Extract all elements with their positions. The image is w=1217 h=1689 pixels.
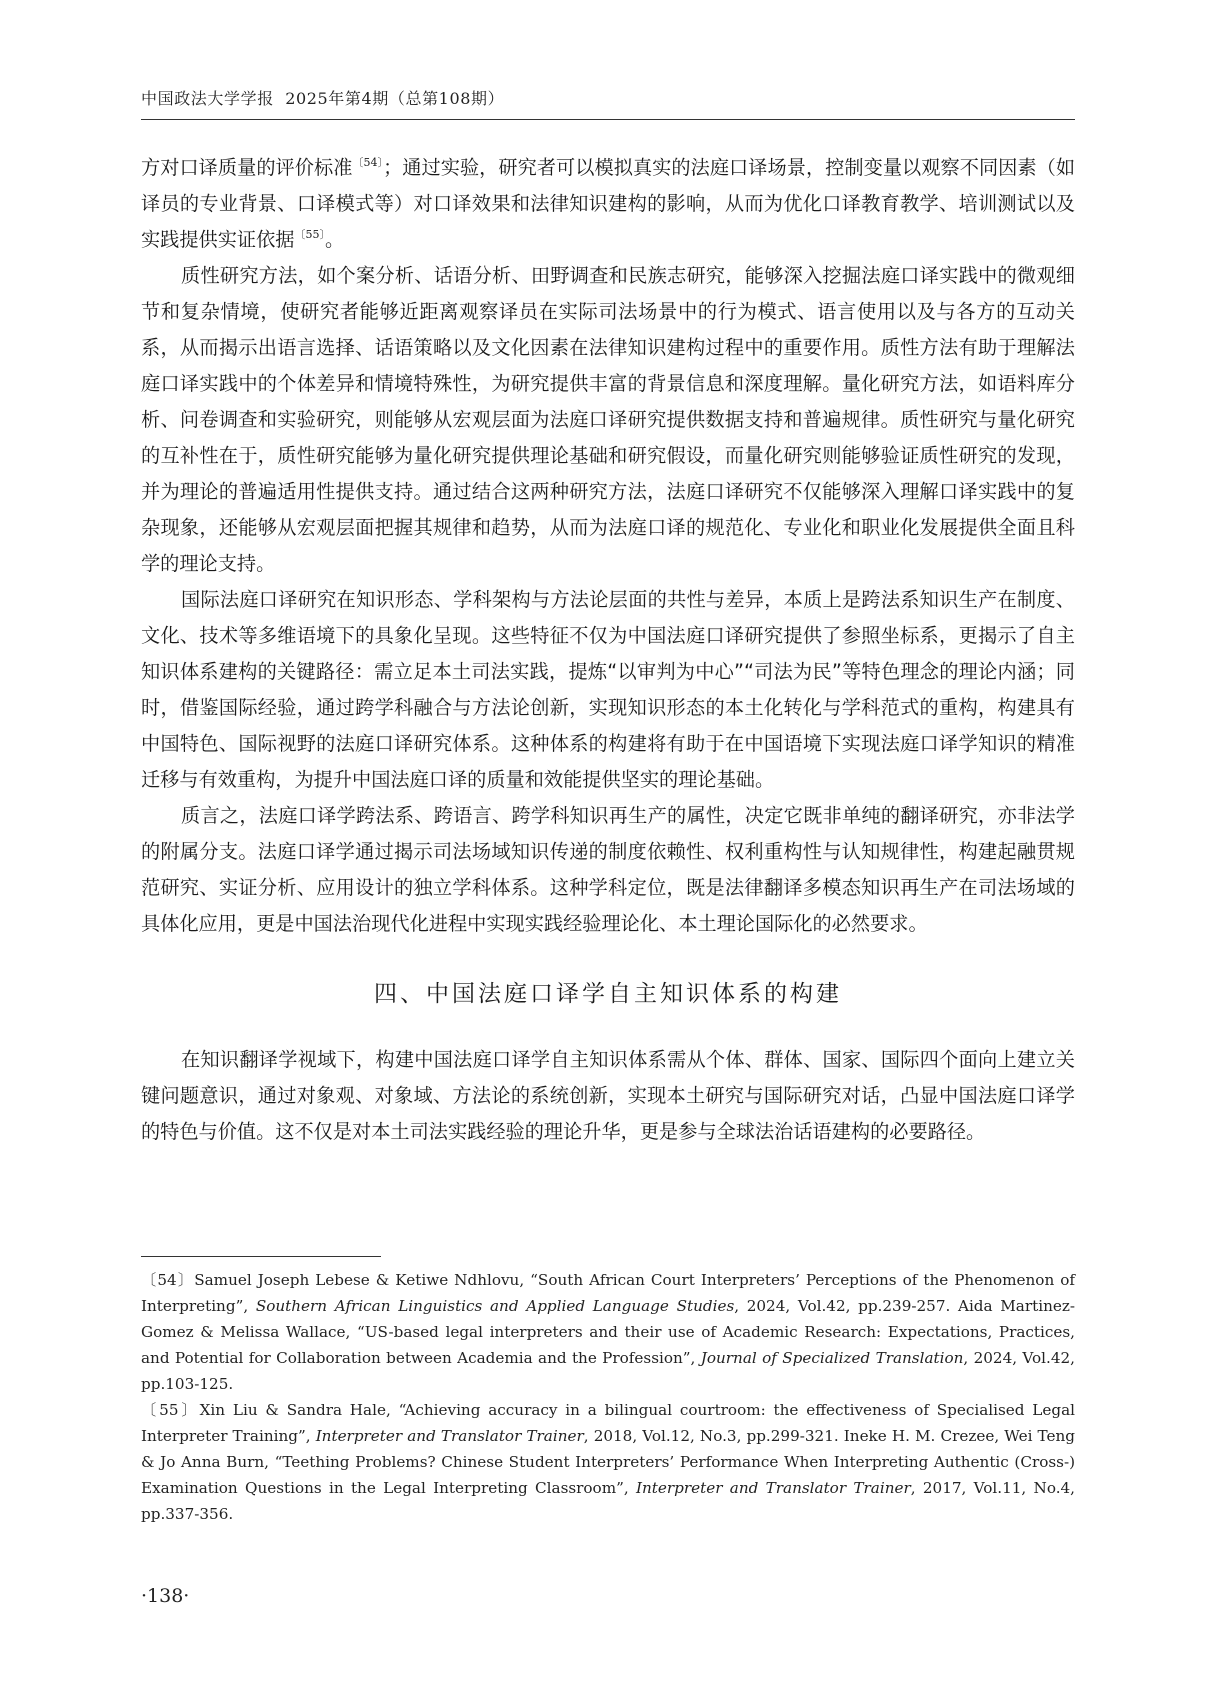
paragraph-1-text-a: 方对口译质量的评价标准 [141, 156, 353, 179]
citation-55[interactable]: 〔55〕 [294, 228, 325, 241]
fn55-text-a: 〔55〕Xin Liu & Sandra Hale, “Achieving accuracy in a bilingual courtroom: the effectiveness of Specialised Legal Interpreter Training”, [141, 1401, 1075, 1445]
fn54-text-b: , 2024, Vol.42, pp.239-257. Aida Martinez-Gomez & Melissa Wallace, “US-based legal interpreters and their use of Academic Research: Expectations, Practices, and Potential for Collaboration between Academia and the Profession”, [141, 1297, 1075, 1367]
footnotes [141, 1267, 1075, 1527]
footnote-55 [141, 1397, 1075, 1527]
issue-info: 2025年第4期（总第108期） [285, 89, 505, 108]
paragraph-1 [141, 150, 1075, 258]
footnote-rule [141, 1256, 381, 1257]
fn55-text-b: , 2018, Vol.12, No.3, pp.299-321. Ineke H. M. Crezee, Wei Teng & Jo Anna Burn, “Teething Problems? Chinese Student Interpreters’ Performance When Interpreting Authentic (Cross-) Examination Questions in the Legal Interpreting Classroom”, [141, 1427, 1076, 1497]
section-title: 四、中国法庭口译学自主知识体系的构建 [374, 981, 842, 1007]
body-text [141, 150, 1075, 1150]
running-header [141, 86, 1075, 109]
fn54-journal-b: Journal of Specialized Translation [700, 1349, 964, 1367]
page-number: ·138· [141, 1585, 190, 1607]
paragraph-1-text-b: ；通过实验，研究者可以模拟真实的法庭口译场景，控制变量以观察不同因素（如译员的专业背景、口译模式等）对口译效果和法律知识建构的影响，从而为优化口译教育教学、培训测试以及实践提供实证依据 [141, 156, 1076, 251]
citation-54[interactable]: 〔54〕 [352, 156, 384, 169]
fn54-journal-a: Southern African Linguistics and Applied Language Studies [255, 1297, 735, 1315]
paragraph-5: 在知识翻译学视域下，构建中国法庭口译学自主知识体系需从个体、群体、国家、国际四个面向上建立关键问题意识，通过对象观、对象域、方法论的系统创新，实现本土研究与国际研究对话，凸显中国法庭口译学的特色与价值。这不仅是对本土司法实践经验的理论升华，更是参与全球法治话语建构的必要路径。 [141, 1048, 1075, 1143]
fn55-text-c: , 2017, Vol.11, No.4, pp.337-356. [141, 1479, 1076, 1523]
paragraph-1-text-c: 。 [325, 228, 345, 251]
paragraph-3: 国际法庭口译研究在知识形态、学科架构与方法论层面的共性与差异，本质上是跨法系知识生产在制度、文化、技术等多维语境下的具象化呈现。这些特征不仅为中国法庭口译研究提供了参照坐标系，更揭示了自主知识体系建构的关键路径：需立足本土司法实践，提炼“以审判为中心”“司法为民”等特色理念的理论内涵；同时，借鉴国际经验，通过跨学科融合与方法论创新，实现知识形态的本土化转化与学科范式的重构，构建具有中国特色、国际视野的法庭口译研究体系。这种体系的构建将有助于在中国语境下实现法庭口译学知识的精准迁移与有效重构，为提升中国法庭口译的质量和效能提供坚实的理论基础。 [141, 588, 1075, 791]
paragraph-2: 质性研究方法，如个案分析、话语分析、田野调查和民族志研究，能够深入挖掘法庭口译实践中的微观细节和复杂情境，使研究者能够近距离观察译员在实际司法场景中的行为模式、语言使用以及与各方的互动关系，从而揭示出语言选择、话语策略以及文化因素在法律知识建构过程中的重要作用。质性方法有助于理解法庭口译实践中的个体差异和情境特殊性，为研究提供丰富的背景信息和深度理解。量化研究方法，如语料库分析、问卷调查和实验研究，则能够从宏观层面为法庭口译研究提供数据支持和普遍规律。质性研究与量化研究的互补性在于，质性研究能够为量化研究提供理论基础和研究假设，而量化研究则能够验证质性研究的发现，并为理论的普遍适用性提供支持。通过结合这两种研究方法，法庭口译研究不仅能够深入理解口译实践中的复杂现象，还能够从宏观层面把握其规律和趋势，从而为法庭口译的规范化、专业化和职业化发展提供全面且科学的理论支持。 [141, 264, 1075, 575]
footnote-54 [141, 1267, 1075, 1397]
paragraph-4: 质言之，法庭口译学跨法系、跨语言、跨学科知识再生产的属性，决定它既非单纯的翻译研究，亦非法学的附属分支。法庭口译学通过揭示司法场域知识传递的制度依赖性、权利重构性与认知规律性，构建起融贯规范研究、实证分析、应用设计的独立学科体系。这种学科定位，既是法律翻译多模态知识再生产在司法场域的具体化应用，更是中国法治现代化进程中实现实践经验理论化、本土理论国际化的必然要求。 [141, 804, 1075, 935]
header-rule [141, 119, 1075, 120]
fn55-journal-a: Interpreter and Translator Trainer [315, 1427, 584, 1445]
fn54-text-a: 〔54〕Samuel Joseph Lebese & Ketiwe Ndhlovu, “South African Court Interpreters’ Perceptions of the Phenomenon of Interpreting”, [141, 1271, 1075, 1315]
fn54-text-c: , 2024, Vol.42, pp.103-125. [141, 1349, 1075, 1393]
journal-name: 中国政法大学学报 [141, 89, 274, 108]
fn55-journal-b: Interpreter and Translator Trainer [636, 1479, 911, 1497]
